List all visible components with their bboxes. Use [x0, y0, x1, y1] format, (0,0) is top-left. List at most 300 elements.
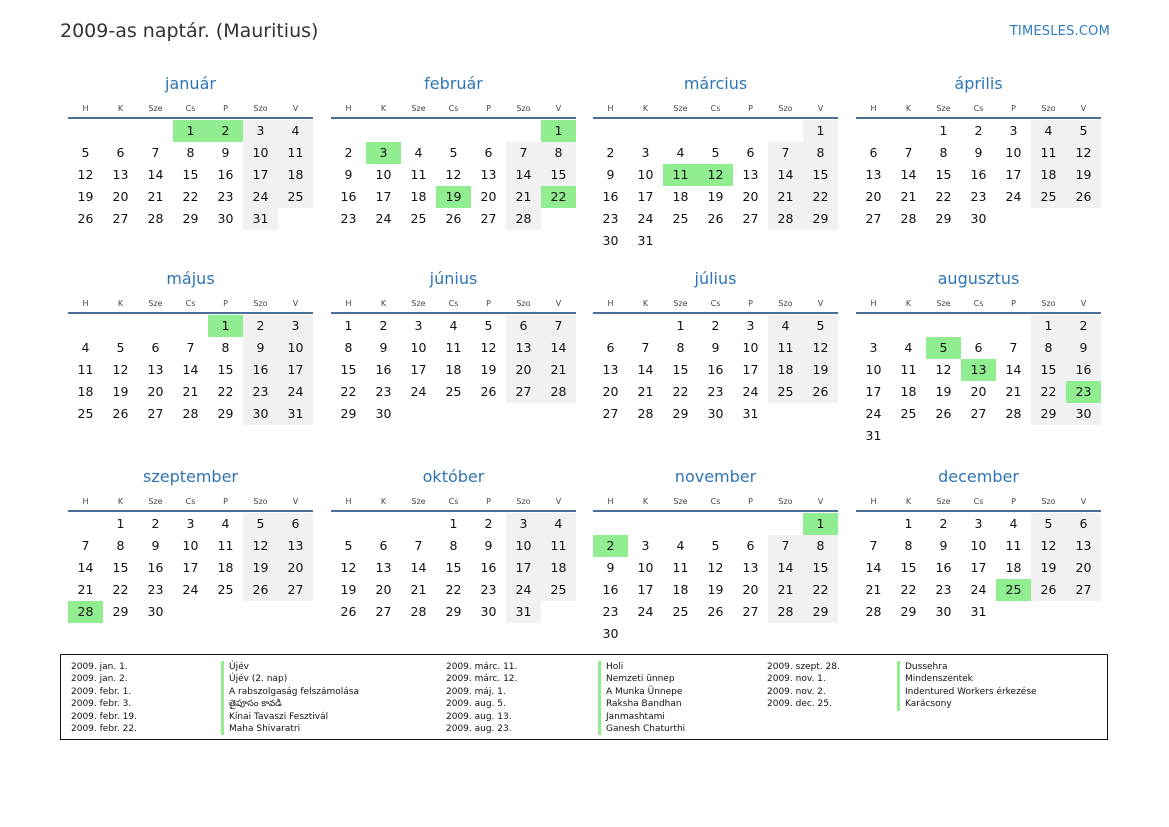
- day-cell: 2: [484, 516, 493, 531]
- day-cell: 1: [344, 318, 353, 333]
- weekday-label: Szo: [1041, 299, 1056, 308]
- day-cell: 17: [278, 359, 313, 381]
- day-cell: 30: [970, 211, 987, 226]
- day-cell: 24: [865, 406, 882, 421]
- day-cell: 23: [970, 189, 987, 204]
- holiday-day-cell: 22: [541, 186, 576, 208]
- day-cell: 12: [707, 560, 724, 575]
- day-cell: 13: [602, 362, 619, 377]
- day-cell: 13: [278, 535, 313, 557]
- month-block: [593, 268, 838, 425]
- day-cell: 6: [506, 315, 541, 337]
- weekday-label: Sze: [148, 299, 163, 308]
- weekday-label: V: [1080, 104, 1087, 113]
- day-cell: 4: [768, 315, 803, 337]
- brand-link[interactable]: TIMESLES.COM: [1009, 24, 1110, 39]
- empty-cell: [961, 315, 996, 337]
- day-cell: 8: [221, 340, 230, 355]
- month-name: június: [429, 269, 478, 288]
- day-cell: 24: [375, 211, 392, 226]
- day-cell: 26: [340, 604, 357, 619]
- empty-cell: [663, 120, 698, 142]
- day-cell: 14: [506, 164, 541, 186]
- weekday-label: Sze: [148, 104, 163, 113]
- weekday-label: K: [380, 497, 387, 506]
- day-cell: 23: [602, 211, 619, 226]
- day-cell: 13: [506, 337, 541, 359]
- day-cell: 19: [480, 362, 497, 377]
- day-cell: 1: [449, 516, 458, 531]
- weekday-label: P: [748, 299, 753, 308]
- holiday-date: 2009. febr. 1.: [71, 686, 132, 697]
- day-cell: 26: [935, 406, 952, 421]
- holiday-day-cell: 11: [663, 164, 698, 186]
- holiday-day-cell: 1: [208, 315, 243, 337]
- day-cell: 7: [641, 340, 650, 355]
- day-cell: 20: [865, 189, 882, 204]
- day-cell: 4: [904, 340, 913, 355]
- day-cell: 11: [541, 535, 576, 557]
- day-cell: 19: [935, 384, 952, 399]
- weekday-label: H: [870, 299, 877, 308]
- day-cell: 21: [182, 384, 199, 399]
- day-cell: 21: [1005, 384, 1022, 399]
- empty-cell: [891, 315, 926, 337]
- day-cell: 28: [1005, 406, 1022, 421]
- day-cell: 23: [340, 211, 357, 226]
- day-cell: 7: [541, 315, 576, 337]
- holiday-name: Nemzeti ünnep: [598, 673, 685, 685]
- day-cell: 29: [445, 604, 462, 619]
- holiday-name: Indentured Workers érkezése: [897, 686, 1037, 698]
- weekday-label: P: [223, 104, 228, 113]
- weekday-header: [593, 493, 838, 512]
- day-cell: 18: [217, 560, 234, 575]
- day-cell: 18: [672, 582, 689, 597]
- day-cell: 24: [506, 579, 541, 601]
- weekday-label: K: [117, 497, 124, 506]
- day-cell: 16: [602, 189, 619, 204]
- day-cell: 16: [1066, 359, 1101, 381]
- day-cell: 30: [147, 604, 164, 619]
- day-cell: 28: [865, 604, 882, 619]
- empty-cell: [733, 120, 768, 142]
- weekday-label: Sze: [673, 497, 688, 506]
- weekday-label: K: [905, 299, 912, 308]
- day-cell: 25: [541, 579, 576, 601]
- weekday-label: V: [555, 299, 562, 308]
- weekday-label: Sze: [411, 497, 426, 506]
- empty-cell: [628, 120, 663, 142]
- day-cell: 25: [768, 381, 803, 403]
- day-cell: 9: [151, 538, 160, 553]
- day-cell: 2: [379, 318, 388, 333]
- holiday-day-cell: 2: [208, 120, 243, 142]
- day-grid: [331, 120, 576, 230]
- day-cell: 5: [81, 145, 90, 160]
- day-cell: 2: [939, 516, 948, 531]
- day-cell: 13: [1066, 535, 1101, 557]
- month-block: [856, 268, 1101, 447]
- day-cell: 27: [506, 381, 541, 403]
- day-cell: 21: [768, 579, 803, 601]
- day-cell: 25: [900, 406, 917, 421]
- day-cell: 7: [904, 145, 913, 160]
- holiday-names-col-1: [221, 661, 359, 735]
- day-cell: 20: [742, 189, 759, 204]
- day-cell: 29: [900, 604, 917, 619]
- day-cell: 24: [243, 186, 278, 208]
- day-cell: 16: [707, 362, 724, 377]
- day-cell: 15: [672, 362, 689, 377]
- holiday-date: 2009. jan. 1.: [71, 662, 128, 672]
- weekday-label: K: [642, 104, 649, 113]
- holiday-date: 2009. febr. 22.: [71, 723, 137, 734]
- day-cell: 3: [974, 516, 983, 531]
- holiday-date: 2009. febr. 3.: [71, 699, 132, 710]
- holiday-name: Karácsony: [897, 698, 1037, 710]
- weekday-label: Cs: [185, 104, 196, 113]
- empty-cell: [138, 315, 173, 337]
- day-cell: 10: [637, 167, 654, 182]
- day-cell: 21: [637, 384, 654, 399]
- day-cell: 27: [1066, 579, 1101, 601]
- day-cell: 17: [410, 362, 427, 377]
- holiday-date: 2009. nov. 2.: [767, 686, 826, 697]
- day-cell: 3: [746, 318, 755, 333]
- holiday-name: Janmashtami: [598, 711, 685, 723]
- empty-cell: [366, 120, 401, 142]
- day-cell: 19: [243, 557, 278, 579]
- day-cell: 31: [865, 428, 882, 443]
- day-cell: 20: [480, 189, 497, 204]
- month-block: [331, 73, 576, 230]
- day-cell: 9: [606, 167, 615, 182]
- day-cell: 23: [243, 381, 278, 403]
- day-cell: 11: [1031, 142, 1066, 164]
- holiday-name: Raksha Bandhan: [598, 698, 685, 710]
- day-cell: 28: [637, 406, 654, 421]
- day-cell: 3: [506, 513, 541, 535]
- weekday-label: P: [1011, 104, 1016, 113]
- day-cell: 18: [77, 384, 94, 399]
- day-cell: 13: [480, 167, 497, 182]
- day-cell: 5: [1031, 513, 1066, 535]
- weekday-label: V: [555, 497, 562, 506]
- day-cell: 4: [676, 145, 685, 160]
- empty-cell: [733, 513, 768, 535]
- day-cell: 28: [768, 208, 803, 230]
- day-cell: 8: [1031, 337, 1066, 359]
- weekday-label: V: [555, 104, 562, 113]
- holiday-date: 2009. aug. 23.: [446, 723, 512, 734]
- empty-cell: [471, 120, 506, 142]
- month-name: augusztus: [937, 269, 1020, 288]
- holiday-day-cell: 25: [996, 579, 1031, 601]
- day-cell: 14: [77, 560, 94, 575]
- day-cell: 18: [900, 384, 917, 399]
- day-cell: 17: [865, 384, 882, 399]
- day-cell: 9: [484, 538, 493, 553]
- holiday-name: Dussehra: [897, 661, 1037, 673]
- day-cell: 5: [116, 340, 125, 355]
- weekday-label: V: [817, 299, 824, 308]
- weekday-label: Szo: [778, 497, 793, 506]
- day-cell: 12: [480, 340, 497, 355]
- day-cell: 23: [707, 384, 724, 399]
- day-cell: 27: [742, 604, 759, 619]
- month-name: április: [954, 74, 1003, 93]
- day-cell: 15: [445, 560, 462, 575]
- empty-cell: [68, 513, 103, 535]
- weekday-label: V: [817, 497, 824, 506]
- day-cell: 17: [375, 189, 392, 204]
- day-cell: 17: [637, 189, 654, 204]
- day-cell: 23: [375, 384, 392, 399]
- day-cell: 11: [672, 560, 689, 575]
- day-cell: 6: [746, 145, 755, 160]
- day-cell: 28: [410, 604, 427, 619]
- day-cell: 3: [243, 120, 278, 142]
- day-cell: 20: [970, 384, 987, 399]
- day-cell: 7: [186, 340, 195, 355]
- weekday-label: H: [607, 104, 614, 113]
- day-cell: 10: [1005, 145, 1022, 160]
- day-cell: 18: [672, 189, 689, 204]
- empty-cell: [856, 120, 891, 142]
- weekday-label: Cs: [448, 497, 459, 506]
- day-cell: 24: [637, 604, 654, 619]
- day-cell: 30: [480, 604, 497, 619]
- weekday-label: V: [1080, 497, 1087, 506]
- weekday-label: K: [642, 497, 649, 506]
- weekday-label: K: [905, 497, 912, 506]
- day-cell: 28: [147, 211, 164, 226]
- day-cell: 4: [414, 145, 423, 160]
- day-cell: 13: [147, 362, 164, 377]
- weekday-label: Cs: [448, 299, 459, 308]
- month-block: [593, 73, 838, 252]
- day-cell: 13: [865, 167, 882, 182]
- day-cell: 16: [217, 167, 234, 182]
- day-cell: 13: [375, 560, 392, 575]
- day-cell: 6: [151, 340, 160, 355]
- weekday-label: Szo: [778, 104, 793, 113]
- day-cell: 20: [147, 384, 164, 399]
- weekday-label: Szo: [253, 299, 268, 308]
- day-cell: 15: [935, 167, 952, 182]
- empty-cell: [593, 315, 628, 337]
- day-cell: 24: [182, 582, 199, 597]
- day-cell: 11: [77, 362, 94, 377]
- day-cell: 26: [707, 211, 724, 226]
- day-cell: 28: [900, 211, 917, 226]
- day-cell: 22: [182, 189, 199, 204]
- day-cell: 15: [803, 557, 838, 579]
- day-cell: 19: [77, 189, 94, 204]
- day-cell: 11: [1005, 538, 1022, 553]
- day-grid: [593, 513, 838, 645]
- holiday-name: తైపూసం కావడి: [221, 698, 359, 710]
- weekday-label: Sze: [411, 104, 426, 113]
- empty-cell: [663, 513, 698, 535]
- day-cell: 16: [243, 359, 278, 381]
- day-grid: [68, 120, 313, 230]
- day-cell: 8: [116, 538, 125, 553]
- empty-cell: [628, 513, 663, 535]
- day-cell: 8: [676, 340, 685, 355]
- weekday-label: V: [292, 497, 299, 506]
- day-cell: 8: [449, 538, 458, 553]
- weekday-header: [331, 100, 576, 119]
- weekday-label: Cs: [710, 299, 721, 308]
- day-cell: 9: [974, 145, 983, 160]
- weekday-header: [856, 493, 1101, 512]
- day-cell: 26: [243, 579, 278, 601]
- month-block: [331, 268, 576, 425]
- day-grid: [856, 315, 1101, 447]
- day-grid: [331, 315, 576, 425]
- day-cell: 10: [243, 142, 278, 164]
- day-cell: 5: [803, 315, 838, 337]
- day-cell: 6: [278, 513, 313, 535]
- day-cell: 1: [904, 516, 913, 531]
- day-cell: 29: [182, 211, 199, 226]
- empty-cell: [331, 120, 366, 142]
- month-block: [856, 73, 1101, 230]
- weekday-label: Sze: [673, 104, 688, 113]
- day-cell: 28: [768, 601, 803, 623]
- day-grid: [68, 513, 313, 623]
- day-cell: 14: [541, 337, 576, 359]
- day-cell: 14: [182, 362, 199, 377]
- weekday-label: P: [223, 497, 228, 506]
- empty-cell: [891, 120, 926, 142]
- day-cell: 19: [1031, 557, 1066, 579]
- weekday-label: V: [1080, 299, 1087, 308]
- day-cell: 1: [676, 318, 685, 333]
- weekday-label: P: [223, 299, 228, 308]
- day-cell: 21: [865, 582, 882, 597]
- day-cell: 19: [340, 582, 357, 597]
- day-cell: 12: [1066, 142, 1101, 164]
- day-cell: 4: [221, 516, 230, 531]
- holiday-name: Kínai Tavaszi Fesztivál: [221, 711, 359, 723]
- weekday-label: H: [345, 299, 352, 308]
- day-cell: 17: [637, 582, 654, 597]
- day-cell: 20: [278, 557, 313, 579]
- day-cell: 29: [1031, 403, 1066, 425]
- month-name: július: [694, 269, 737, 288]
- empty-cell: [331, 513, 366, 535]
- weekday-label: Szo: [1041, 497, 1056, 506]
- holiday-date: 2009. nov. 1.: [767, 674, 826, 685]
- day-cell: 14: [147, 167, 164, 182]
- day-cell: 9: [379, 340, 388, 355]
- day-cell: 10: [506, 535, 541, 557]
- weekday-label: P: [486, 497, 491, 506]
- holiday-day-cell: 13: [961, 359, 996, 381]
- day-cell: 4: [1031, 120, 1066, 142]
- day-cell: 30: [243, 403, 278, 425]
- month-name: december: [938, 467, 1019, 486]
- day-cell: 7: [506, 142, 541, 164]
- day-cell: 30: [217, 211, 234, 226]
- weekday-label: H: [607, 299, 614, 308]
- month-name: február: [424, 74, 483, 93]
- day-cell: 27: [147, 406, 164, 421]
- day-cell: 19: [1066, 164, 1101, 186]
- holiday-day-cell: 12: [698, 164, 733, 186]
- day-cell: 27: [375, 604, 392, 619]
- weekday-label: V: [292, 104, 299, 113]
- day-cell: 30: [602, 233, 619, 248]
- day-cell: 4: [449, 318, 458, 333]
- holiday-date: 2009. aug. 5.: [446, 699, 506, 710]
- day-cell: 20: [112, 189, 129, 204]
- holiday-date: 2009. márc. 11.: [446, 662, 518, 672]
- month-block: [856, 466, 1101, 623]
- empty-cell: [401, 513, 436, 535]
- empty-cell: [926, 315, 961, 337]
- day-cell: 28: [506, 208, 541, 230]
- holiday-names-col-2: [598, 661, 685, 735]
- day-cell: 8: [803, 142, 838, 164]
- weekday-label: Sze: [936, 104, 951, 113]
- weekday-header: [68, 100, 313, 119]
- day-cell: 15: [803, 164, 838, 186]
- day-cell: 30: [602, 626, 619, 641]
- weekday-label: P: [748, 104, 753, 113]
- day-cell: 25: [410, 211, 427, 226]
- day-grid: [856, 513, 1101, 623]
- day-cell: 1: [116, 516, 125, 531]
- day-cell: 15: [112, 560, 129, 575]
- day-cell: 14: [768, 557, 803, 579]
- holiday-day-cell: 19: [436, 186, 471, 208]
- holiday-date: 2009. aug. 13.: [446, 711, 512, 722]
- day-cell: 11: [278, 142, 313, 164]
- day-cell: 3: [186, 516, 195, 531]
- month-name: január: [165, 74, 216, 93]
- weekday-label: H: [82, 299, 89, 308]
- day-cell: 12: [112, 362, 129, 377]
- month-block: [68, 466, 313, 623]
- empty-cell: [173, 315, 208, 337]
- day-cell: 10: [865, 362, 882, 377]
- day-cell: 21: [77, 582, 94, 597]
- month-block: [68, 268, 313, 425]
- holiday-dates-col-3: [767, 661, 840, 711]
- holiday-name: A Munka Ünnepe: [598, 686, 685, 698]
- empty-cell: [628, 315, 663, 337]
- weekday-label: V: [292, 299, 299, 308]
- day-cell: 18: [410, 189, 427, 204]
- day-cell: 25: [217, 582, 234, 597]
- day-cell: 20: [1066, 557, 1101, 579]
- weekday-label: K: [117, 104, 124, 113]
- day-cell: 22: [445, 582, 462, 597]
- weekday-label: Cs: [185, 299, 196, 308]
- weekday-header: [856, 100, 1101, 119]
- weekday-label: Cs: [973, 104, 984, 113]
- day-cell: 23: [147, 582, 164, 597]
- day-cell: 1: [939, 123, 948, 138]
- day-cell: 8: [803, 535, 838, 557]
- day-cell: 17: [506, 557, 541, 579]
- day-cell: 22: [803, 579, 838, 601]
- day-cell: 17: [970, 560, 987, 575]
